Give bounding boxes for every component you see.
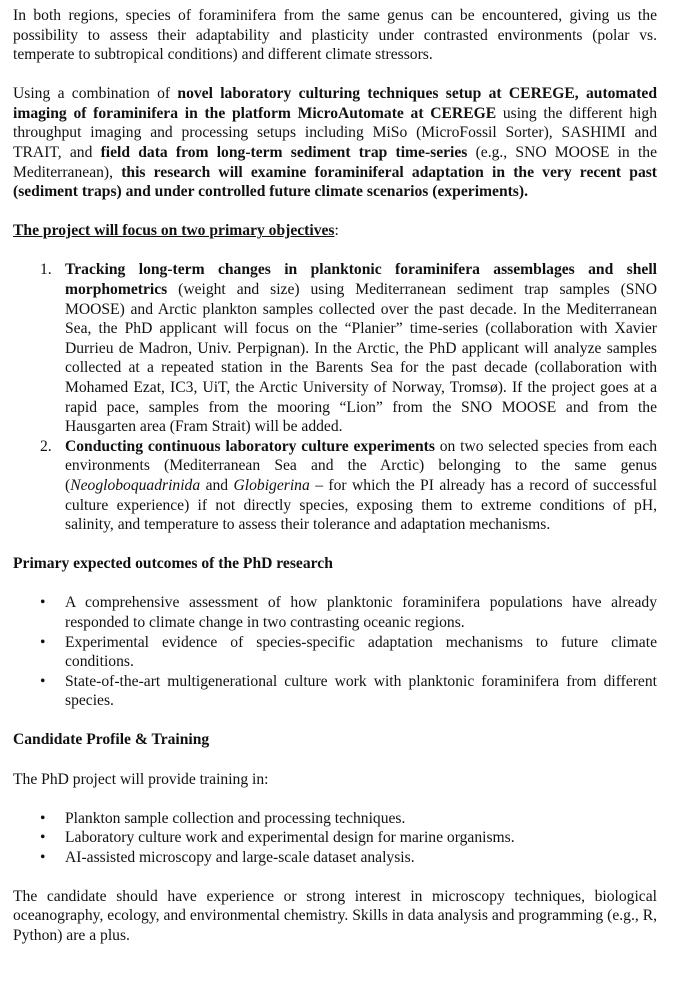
genus-neogloboquadrinida: Neogloboquadrinida	[70, 476, 201, 494]
outcomes-heading: Primary expected outcomes of the PhD research	[13, 555, 333, 573]
profile-heading: Candidate Profile & Training	[13, 731, 210, 749]
objectives-list	[13, 260, 657, 534]
training-list	[13, 809, 657, 868]
intro-paragraph: In both regions, species of foraminifera from the same genus can be encountered, giving us the possibility to assess their adaptability and plasticity under contrasted environments (polar vs. temperate to subtropical conditions) and different climate stressors.	[13, 7, 657, 64]
objective-number: 1.	[40, 261, 52, 279]
objectives-heading-colon: :	[334, 222, 339, 240]
outcome-text: A comprehensive assessment of how planktonic foraminifera populations have already responded to climate change in two contrasting oceanic regions.	[65, 594, 657, 631]
training-intro: The PhD project will provide training in:	[13, 770, 269, 788]
outcomes-list	[13, 593, 657, 711]
objective-2-bold: Conducting continuous laboratory culture experiments	[65, 437, 435, 455]
bullet-icon: •	[40, 633, 46, 651]
objective-item-1	[40, 260, 657, 436]
list-item	[40, 593, 657, 632]
outcome-text: State-of-the-art multigenerational culture work with planktonic foraminifera from different species.	[65, 672, 657, 710]
objective-1-bold: Tracking long-term changes in planktonic foraminifera assemblages and shell morphometrics	[65, 261, 657, 299]
objective-number: 2.	[40, 437, 52, 455]
objectives-heading	[13, 221, 657, 241]
objective-1-text: (weight and size) using Mediterranean sediment trap samples (SNO MOOSE) and Arctic plankton samples collected over the past decade. In the Mediterranean Sea, the PhD applicant will focus on the “Planier” time-series (collaboration with Xavier Durrieu de Madron, Univ. Perpignan). In the Arctic, the PhD applicant will analyze samples collected at a repeated station in the Barents Sea for the past decade (collaboration with Mohamed Ezat, IC3, UiT, the Arctic University of Norway, Tromsø). If the project goes at a rapid pace, samples from the mooring “Lion” from the SNO MOOSE and from the Hausgarten area (Fram Strait) will be added.	[65, 281, 657, 436]
objective-2-text-a: on two selected species from each environments (Mediterranean Sea and the Arctic) belonging to the same genus (	[65, 437, 657, 494]
list-item	[40, 828, 657, 848]
training-text: AI-assisted microscopy and large-scale dataset analysis.	[65, 848, 415, 866]
objectives-heading-text: The project will focus on two primary objectives	[13, 222, 335, 240]
training-text: Laboratory culture work and experimental design for marine organisms.	[65, 829, 515, 847]
list-item	[40, 672, 657, 711]
methods-text-2: using the different high throughput imaging and processing setups including MiSo (MicroFossil Sorter), SASHIMI and TRAIT, and	[13, 104, 657, 162]
bullet-icon: •	[40, 594, 46, 612]
list-item	[40, 633, 657, 672]
bullet-icon: •	[40, 672, 46, 690]
objective-item-2	[40, 437, 657, 535]
bullet-icon: •	[40, 848, 46, 866]
methods-paragraph	[13, 84, 657, 202]
bullet-icon: •	[40, 809, 46, 827]
methods-text-1: Using a combination of	[13, 85, 178, 103]
objective-2-text-c: – for which the PI already has a record of successful culture experience) if not directly species, exposing them to extreme conditions of pH, salinity, and temperature to assess their tolerance and adaptation mechanisms.	[65, 476, 657, 534]
methods-bold-2: field data from long-term sediment trap time-series	[100, 144, 468, 162]
methods-bold-1: novel laboratory culturing techniques setup at CEREGE, automated imaging of foraminifera in the platform MicroAutomate at CEREGE	[13, 85, 658, 122]
methods-text-3: (e.g., SNO MOOSE in the Mediterranean),	[13, 144, 657, 181]
objective-2-text-b: and	[200, 476, 234, 494]
outcome-text: Experimental evidence of species-specific adaptation mechanisms to future climate conditions.	[65, 633, 657, 671]
list-item	[40, 809, 657, 829]
closing-paragraph: The candidate should have experience or strong interest in microscopy techniques, biological oceanography, ecology, and environmental chemistry. Skills in data analysis and programming (e.g., R, Python) are a plus.	[13, 887, 657, 945]
list-item	[40, 848, 657, 868]
methods-bold-3: this research will examine foraminiferal adaptation in the very recent past (sediment traps) and under controlled future climate scenarios (experiments).	[13, 163, 657, 201]
genus-globigerina: Globigerina	[233, 476, 310, 494]
training-text: Plankton sample collection and processing techniques.	[65, 809, 406, 827]
bullet-icon: •	[40, 829, 46, 847]
